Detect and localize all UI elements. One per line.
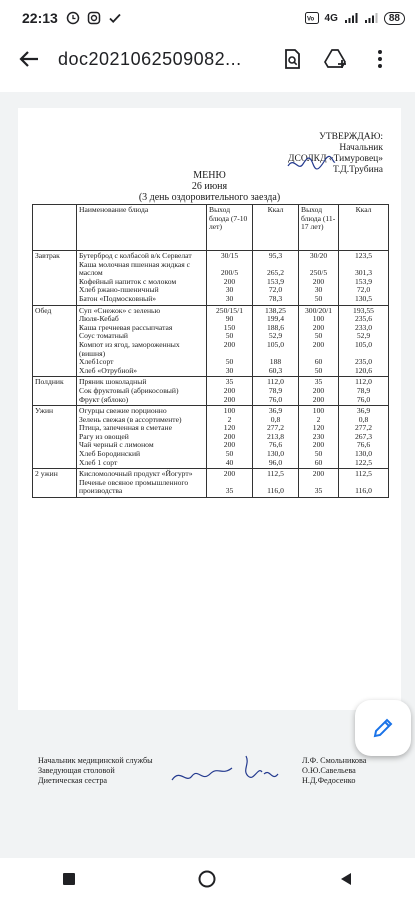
edit-fab-button[interactable] <box>355 700 411 756</box>
document-search-icon <box>281 48 303 70</box>
arrow-back-icon <box>18 48 40 70</box>
more-vert-icon <box>377 49 383 69</box>
network-type: 4G <box>324 12 338 24</box>
table-header-row <box>33 205 389 251</box>
menu-heading <box>18 170 401 203</box>
table-row <box>33 305 389 377</box>
portion-11-17-cell: 300/20/1 100 200 50 200 60 50 <box>299 305 339 377</box>
kcal-11-17-cell: 112,5 116,0 <box>339 469 389 498</box>
column-header: Выход блюда (11-17 лет) <box>299 205 339 251</box>
triangle-back-icon <box>338 871 354 887</box>
kcal-11-17-cell: 123,5 301,3 153,9 72,0 130,5 <box>339 251 389 306</box>
status-bar <box>0 0 415 36</box>
signer-position: Заведующая столовой <box>38 766 115 775</box>
portion-11-17-cell: 200 35 <box>299 469 339 498</box>
search-in-document-button[interactable] <box>272 36 312 82</box>
portion-7-10-cell: 250/15/1 90 150 50 200 50 30 <box>207 305 253 377</box>
portion-7-10-cell: 35 200 200 <box>207 377 253 406</box>
column-header: Ккал <box>253 205 299 251</box>
signers-positions <box>38 756 153 786</box>
system-navigation-bar <box>0 858 415 900</box>
table-row <box>33 469 389 498</box>
notification-icons <box>66 11 122 25</box>
svg-text:Vo: Vo <box>306 16 314 23</box>
signer-name: О.Ю.Савельева <box>302 766 356 775</box>
portion-11-17-cell: 100 2 120 230 200 50 60 <box>299 406 339 469</box>
approve-position: Начальник <box>339 143 383 153</box>
clock-icon <box>66 11 80 25</box>
portion-7-10-cell: 30/15 200/5 200 30 30 <box>207 251 253 306</box>
menu-table <box>32 204 389 498</box>
meal-cell: Полдник <box>33 377 77 406</box>
battery-indicator: 88 <box>384 12 405 25</box>
approve-organization: ДСОЛКД «Тимуровец» <box>288 154 383 164</box>
table-row <box>33 406 389 469</box>
signer-name: Л.Ф. Смольникова <box>302 756 367 765</box>
dishes-cell: Огурцы свежие порционно Зелень свежая (в ассортименте) Птица, запеченная в сметане Рагу из овощей Чай черный с лимоном Хлеб Бородинский Хлеб 1 сорт <box>77 406 207 469</box>
pencil-icon <box>371 716 395 740</box>
menu-subtitle: (3 день оздоровительного заезда) <box>138 192 281 203</box>
dishes-cell: Бутерброд с колбасой в/к Сервелат Каша молочная пшенная жидкая с маслом Кофейный напиток с молоком Хлеб ржано-пшеничный Батон «Подмосковный» <box>77 251 207 306</box>
menu-title: МЕНЮ <box>193 170 226 181</box>
home-button[interactable] <box>187 864 227 894</box>
signer-position: Начальник медицинской службы <box>38 756 153 765</box>
column-header: Выход блюда (7-10 лет) <box>207 205 253 251</box>
kcal-7-10-cell: 112,0 78,9 76,0 <box>253 377 299 406</box>
more-options-button[interactable] <box>360 36 400 82</box>
approve-name: Т.Д.Трубина <box>333 165 383 175</box>
signal-icon-2 <box>364 12 378 24</box>
handwritten-signatures <box>168 746 298 790</box>
table-row <box>33 377 389 406</box>
table-row <box>33 251 389 306</box>
meal-cell: Обед <box>33 305 77 377</box>
menu-date: 26 июня <box>191 181 228 192</box>
dishes-cell: Пряник шоколадный Сок фруктовый (абрикосовый) Фрукт (яблоко) <box>77 377 207 406</box>
signer-position: Диетическая сестра <box>38 776 108 785</box>
column-header: Наименование блюда <box>77 205 207 251</box>
signal-icon <box>344 12 358 24</box>
kcal-7-10-cell: 95,3 265,2 153,9 72,0 78,3 <box>253 251 299 306</box>
system-icons <box>305 12 405 25</box>
portion-11-17-cell: 30/20 250/5 200 30 50 <box>299 251 339 306</box>
check-icon <box>108 11 122 25</box>
column-header: Ккал <box>339 205 389 251</box>
kcal-11-17-cell: 36,9 0,8 277,2 267,3 76,6 130,0 122,5 <box>339 406 389 469</box>
kcal-11-17-cell: 193,55 235,6 233,0 52,9 105,0 235,0 120,6 <box>339 305 389 377</box>
back-button[interactable] <box>0 36 58 82</box>
portion-7-10-cell: 100 2 120 200 200 50 40 <box>207 406 253 469</box>
meal-cell: Завтрак <box>33 251 77 306</box>
circle-icon <box>198 870 216 888</box>
meal-cell: 2 ужин <box>33 469 77 498</box>
portion-11-17-cell: 35 200 200 <box>299 377 339 406</box>
back-nav-button[interactable] <box>326 864 366 894</box>
signer-name: Н.Д.Федосенко <box>302 776 356 785</box>
signers-names <box>302 756 366 786</box>
instagram-icon <box>87 11 101 25</box>
meal-column-header <box>33 205 77 251</box>
square-icon <box>62 872 76 886</box>
dishes-cell: Кисломолочный продукт «Йогурт» Печенье овсяное промышленного производства <box>77 469 207 498</box>
kcal-7-10-cell: 36,9 0,8 277,2 213,8 76,6 130,0 96,0 <box>253 406 299 469</box>
kcal-11-17-cell: 112,0 78,9 76,0 <box>339 377 389 406</box>
clock: 22:13 <box>22 10 58 26</box>
portion-7-10-cell: 200 35 <box>207 469 253 498</box>
add-to-drive-button[interactable] <box>316 36 356 82</box>
app-bar <box>0 36 415 82</box>
document-title: doc2021062509082... <box>58 48 242 69</box>
recent-apps-button[interactable] <box>49 864 89 894</box>
dishes-cell: Суп «Снежок» с зеленью Люля-Кебаб Каша гречневая рассыпчатая Соус томатный Компот из ягод, замороженных (вишня) Хлеб1сорт Хлеб «Отрубной» <box>77 305 207 377</box>
meal-cell: Ужин <box>33 406 77 469</box>
kcal-7-10-cell: 138,25 199,4 188,6 52,9 105,0 188 60,3 <box>253 305 299 377</box>
volte-icon <box>305 12 319 24</box>
kcal-7-10-cell: 112,5 116,0 <box>253 469 299 498</box>
document-page <box>18 108 401 785</box>
approve-label: УТВЕРЖДАЮ: <box>319 132 383 142</box>
drive-add-icon <box>324 48 348 70</box>
